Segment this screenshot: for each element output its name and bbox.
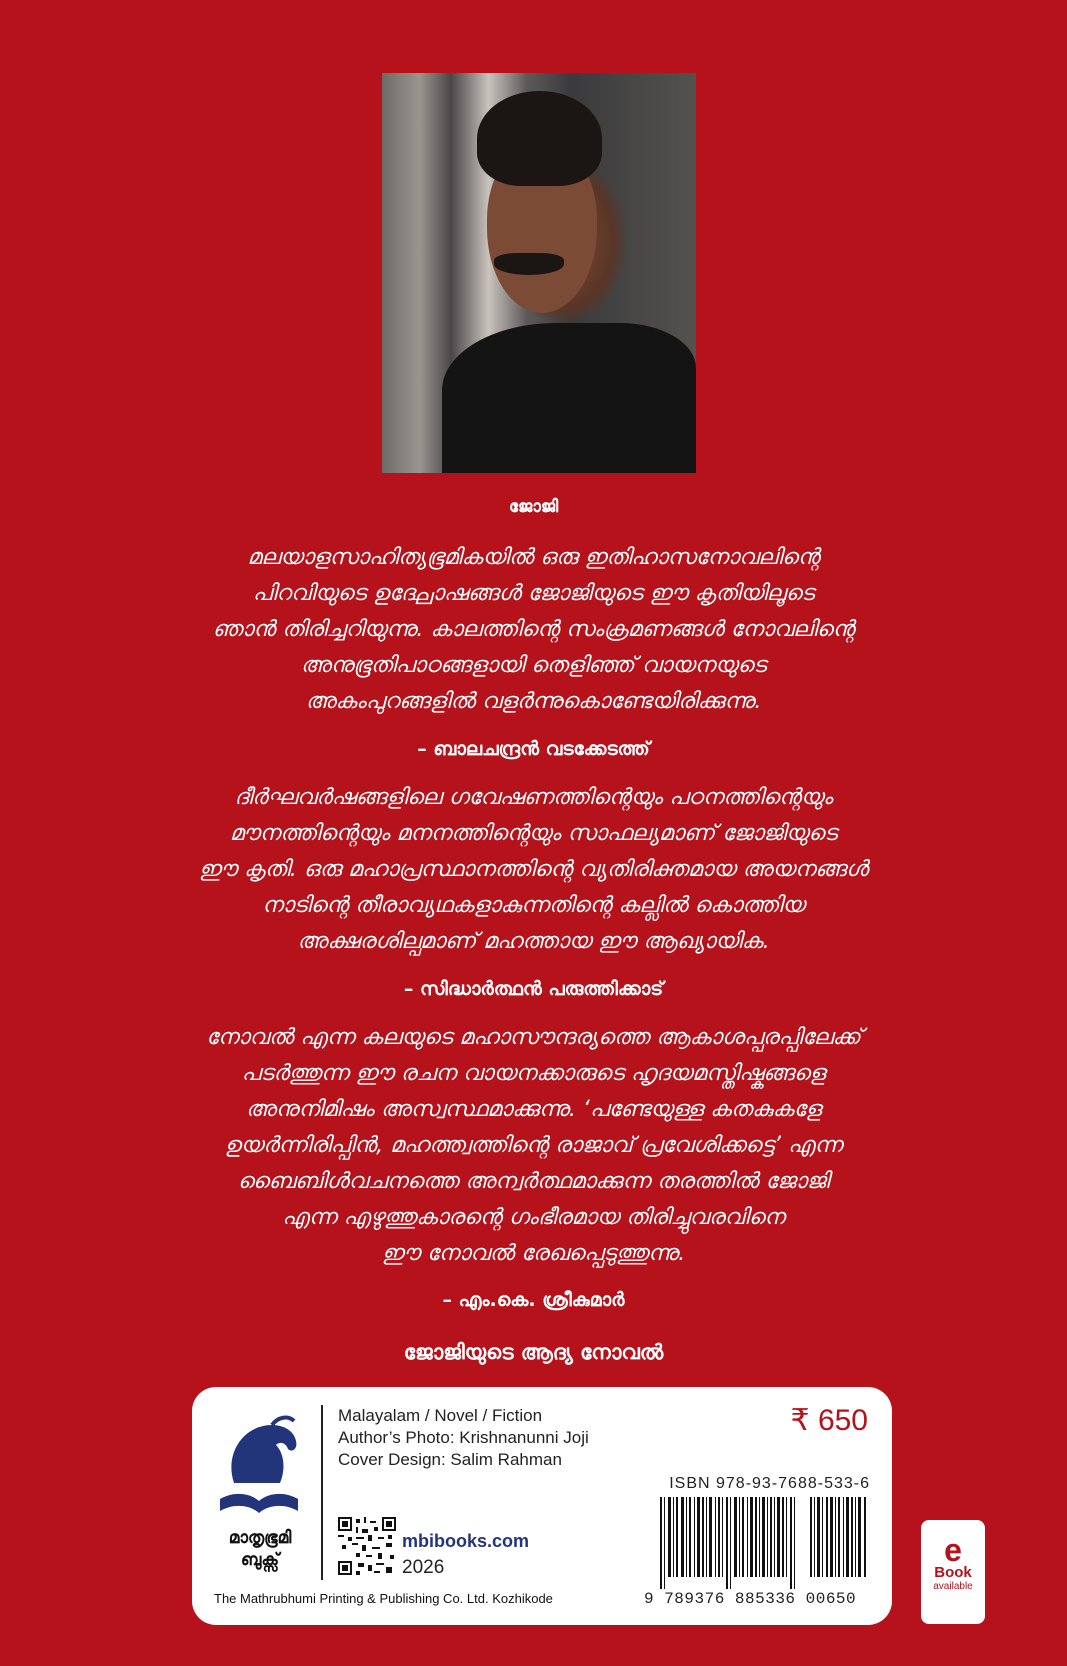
blurb-line: ഈ കൃതി. ഒരു മഹാപ്രസ്ഥാനത്തിന്റെ വ്യതിരിക്തമായ അയനങ്ങൾ: [198, 857, 869, 882]
blurb-line: അക്ഷരശില്പമാണ് മഹത്തായ ഈ ആഖ്യായിക.: [297, 929, 770, 954]
blurb-line: പിറവിയുടെ ഉദ്ഘോഷങ്ങൾ ജോജിയുടെ ഈ കൃതിയിലൂടെ: [252, 581, 815, 606]
isbn: ISBN 978-93-7688-533-6: [669, 1475, 870, 1492]
barcode-icon: [660, 1497, 870, 1589]
publication-year: 2026: [402, 1557, 445, 1578]
blurb-line: ഞാൻ തിരിച്ചറിയുന്നു. കാലത്തിന്റെ സംക്രമണങ്ങൾ നോവലിന്റെ: [212, 617, 855, 642]
blurb-3-attribution: – എം.കെ. ശ്രീകുമാർ: [442, 1289, 625, 1311]
blurb-line: അനുഭൂതിപാഠങ്ങളായി തെളിഞ്ഞ് വായനയുടെ: [300, 653, 767, 678]
blurb-line: അകംപുറങ്ങളിൽ വളർന്നുകൊണ്ടേയിരിക്കുന്നു.: [305, 689, 762, 714]
blurb-2-attribution: – സിദ്ധാർത്ഥൻ പരുത്തിക്കാട്: [403, 978, 664, 1000]
ebook-available-badge: [921, 1520, 985, 1624]
ebook-badge-available: available: [933, 1581, 973, 1592]
author-photo-shirt: [442, 323, 696, 473]
qr-code-icon: [338, 1517, 396, 1575]
author-photo-hair: [477, 91, 602, 186]
meta-design-credit: Cover Design: Salim Rahman: [338, 1450, 562, 1469]
blurb-line: എന്ന എഴുത്തുകാരന്റെ ഗംഭീരമായ തിരിച്ചുവരവിനെ: [282, 1205, 785, 1230]
publisher-name-ml-line1: മാതൃഭൂമി: [228, 1528, 292, 1548]
tagline: ജോജിയുടെ ആദ്യ നോവൽ: [403, 1340, 664, 1364]
blurb-line: ബൈബിൾവചനത്തെ അന്വർത്ഥമാക്കുന്ന തരത്തിൽ ജോജി: [237, 1169, 830, 1194]
author-caption: ജോജി: [508, 497, 559, 517]
blurb-2: [130, 780, 937, 960]
divider: [321, 1405, 323, 1580]
ebook-badge-book: Book: [934, 1564, 972, 1581]
barcode-digits: 9 789376 885336 00650: [644, 1590, 857, 1608]
imprint: The Mathrubhumi Printing & Publishing Co. Ltd. Kozhikode: [214, 1591, 553, 1606]
blurb-line: മൗനത്തിന്റെയും മനനത്തിന്റെയും സാഫല്യമാണ് ജോജിയുടെ: [229, 821, 838, 846]
blurb-line: മലയാളസാഹിത്യഭൂമികയിൽ ഒരു ഇതിഹാസനോവലിന്റെ: [247, 545, 820, 570]
blurb-3: [130, 1020, 937, 1272]
price: ₹ 650: [790, 1404, 868, 1437]
meta-photo-credit: Author’s Photo: Krishnanunni Joji: [338, 1428, 589, 1447]
blurb-line: ഉയർന്നിരിപ്പിൻ, മഹത്ത്വത്തിന്റെ രാജാവ് പ്രവേശിക്കട്ടെ’ എന്ന: [224, 1133, 843, 1158]
website-link[interactable]: mbibooks.com: [402, 1531, 530, 1551]
blurb-1: [130, 540, 937, 720]
info-panel: [192, 1387, 892, 1625]
blurb-line: ദീർഘവർഷങ്ങളിലെ ഗവേഷണത്തിന്റെയും പഠനത്തിന്റെയും: [234, 785, 833, 810]
blurb-line: ഈ നോവൽ രേഖപ്പെടുത്തുന്നു.: [381, 1241, 686, 1266]
blurb-line: പടർത്തുന്ന ഈ രചന വായനക്കാരുടെ ഹൃദയമസ്തിഷ്കങ്ങളെ: [241, 1061, 826, 1086]
meta-genre: Malayalam / Novel / Fiction: [338, 1406, 543, 1425]
blurb-line: അനുനിമിഷം അസ്വസ്ഥമാക്കുന്നു. ‘പണ്ടേയുള്ള കതകുകളേ: [245, 1097, 822, 1122]
blurb-line: നാടിന്റെ തീരാവ്യഥകളാകുന്നതിന്റെ കല്ലിൽ കൊത്തിയ: [262, 893, 805, 918]
book-meta: [338, 1405, 589, 1471]
ebook-badge-e: e: [944, 1532, 962, 1568]
author-photo: [382, 73, 696, 473]
author-photo-moustache: [494, 253, 564, 275]
publisher-name-ml-line2: ബുക്സ്: [240, 1550, 280, 1570]
blurb-line: നോവൽ എന്ന കലയുടെ മഹാസൗന്ദര്യത്തെ ആകാശപ്പരപ്പിലേക്ക്: [206, 1025, 861, 1050]
publisher-name-ml: [214, 1527, 306, 1571]
blurb-1-attribution: – ബാലചന്ദ്രൻ വടക്കേടത്ത്: [417, 738, 650, 760]
elephant-book-logo-icon: [214, 1413, 304, 1523]
